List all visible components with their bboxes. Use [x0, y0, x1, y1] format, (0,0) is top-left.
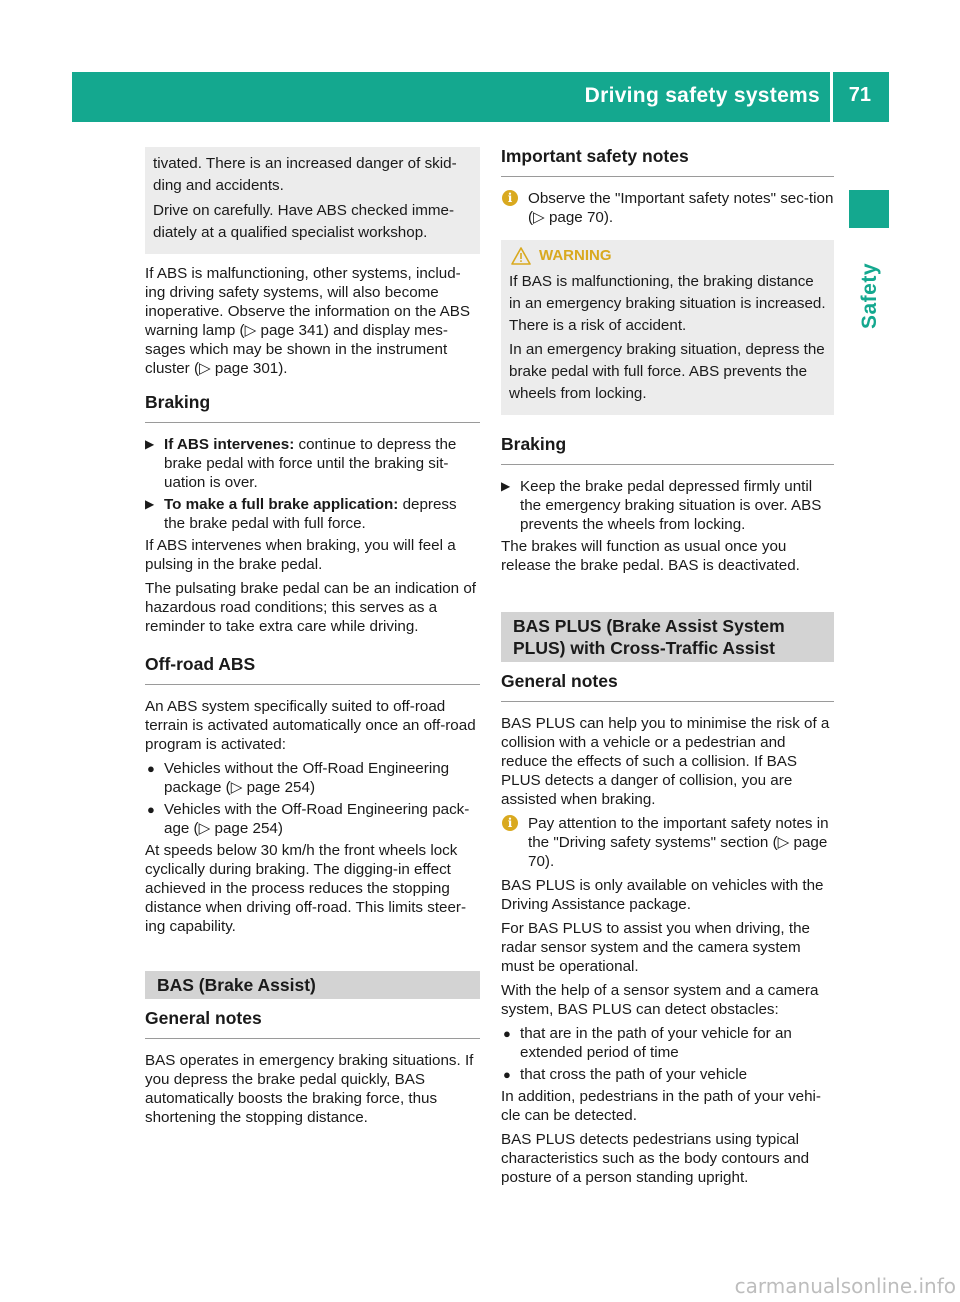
step-arrow-icon: ▶	[145, 437, 155, 451]
page-header	[72, 72, 889, 122]
section-heading: Off-road ABS	[145, 655, 480, 685]
step-item	[501, 477, 834, 534]
step-label: If ABS intervenes:	[164, 436, 295, 453]
step-text: depress the brake pedal with full force.	[164, 496, 457, 532]
paragraph: BAS PLUS is only available on vehicles with the Driving Assistance package.	[501, 877, 824, 913]
bullet-icon: ●	[503, 1026, 511, 1041]
side-tab-label: Safety	[858, 262, 881, 330]
step-label: To make a full brake application:	[164, 496, 399, 513]
bullet-icon: ●	[147, 802, 155, 817]
left-column	[145, 147, 480, 1132]
paragraph: If ABS intervenes when braking, you will feel a pulsing in the brake pedal.	[145, 537, 456, 573]
warning-box	[501, 240, 834, 415]
list-item	[145, 800, 480, 838]
list-item-text: Vehicles without the Off-Road Engineering package (▷ page 254)	[164, 760, 450, 796]
warning-header	[509, 246, 826, 265]
box-line: tivated. There is an increased danger of skid-ding and accidents.	[153, 155, 457, 194]
step-item	[145, 495, 480, 533]
paragraph: At speeds below 30 km/h the front wheels lock cyclically during braking. The digging-in effect achieved in the process reduces the stopping distance when driving off-road. This limits steer-ing capability.	[145, 842, 467, 935]
info-note	[501, 189, 834, 227]
paragraph: An ABS system specifically suited to off-road terrain is activated automatically once an off-road program is activated:	[145, 698, 476, 753]
paragraph: If ABS is malfunctioning, other systems, includ-ing driving safety systems, will also become inoperative. Observe the information on the ABS warning lamp (▷ page 341) and display mes-sages which may be shown in the instrument cluster (▷ page 301).	[145, 265, 471, 377]
info-text: Observe the "Important safety notes" sec-tion (▷ page 70).	[528, 190, 834, 226]
list-item	[501, 1065, 834, 1084]
section-marker	[849, 190, 889, 228]
list-item-text: that are in the path of your vehicle for an extended period of time	[520, 1025, 792, 1061]
section-band: BAS (Brake Assist)	[145, 971, 480, 999]
warning-triangle-icon	[511, 247, 531, 265]
list-item-text: that cross the path of your vehicle	[520, 1066, 748, 1083]
paragraph: With the help of a sensor system and a camera system, BAS PLUS can detect obstacles:	[501, 982, 819, 1018]
paragraph: BAS operates in emergency braking situations. If you depress the brake pedal quickly, BAS automatically boosts the braking force, thus shortening the stopping distance.	[145, 1052, 474, 1126]
paragraph: BAS PLUS can help you to minimise the risk of a collision with a vehicle or a pedestrian and reduce the effects of such a collision. If BAS PLUS detects a danger of collision, you are assisted when braking.	[501, 715, 830, 808]
warning-label: WARNING	[539, 247, 612, 264]
watermark[interactable]: carmanualsonline.info	[734, 1274, 956, 1298]
paragraph: In addition, pedestrians in the path of your vehi-cle can be detected.	[501, 1088, 821, 1124]
list-item	[501, 1024, 834, 1062]
step-text: Keep the brake pedal depressed firmly until the emergency braking situation is over. ABS prevents the wheels from locking.	[520, 478, 822, 533]
step-arrow-icon: ▶	[145, 497, 155, 511]
step-arrow-icon: ▶	[501, 479, 511, 493]
info-icon: i	[502, 815, 518, 831]
paragraph: The brakes will function as usual once you release the brake pedal. BAS is deactivated.	[501, 538, 800, 574]
right-column	[501, 147, 834, 1192]
section-heading: General notes	[145, 1009, 480, 1039]
section-heading: Braking	[501, 435, 834, 465]
step-item	[145, 435, 480, 492]
step-text: continue to depress the brake pedal with force until the braking sit-uation is over.	[164, 436, 457, 491]
side-tab	[846, 246, 894, 346]
list-item	[145, 759, 480, 797]
header-divider	[830, 72, 833, 122]
bullet-icon: ●	[503, 1067, 511, 1082]
section-band: BAS PLUS (Brake Assist System PLUS) with Cross-Traffic Assist	[501, 612, 834, 662]
paragraph: For BAS PLUS to assist you when driving, the radar sensor system and the camera system must be operational.	[501, 920, 810, 975]
section-heading: General notes	[501, 672, 834, 702]
page-number: 71	[848, 84, 871, 106]
info-note	[501, 814, 834, 871]
section-heading: Important safety notes	[501, 147, 834, 177]
paragraph: The pulsating brake pedal can be an indication of hazardous road conditions; this serves as a reminder to take extra care while driving.	[145, 580, 476, 635]
warning-text: In an emergency braking situation, depress the brake pedal with full force. ABS prevents the wheels from locking.	[509, 341, 825, 402]
continued-warning-box	[145, 147, 480, 254]
list-item-text: Vehicles with the Off-Road Engineering pack-age (▷ page 254)	[164, 801, 470, 837]
warning-text: If BAS is malfunctioning, the braking distance in an emergency braking situation is increased. There is a risk of accident.	[509, 273, 826, 334]
section-heading: Braking	[145, 393, 480, 423]
box-line: Drive on carefully. Have ABS checked imme-diately at a qualified specialist workshop.	[153, 202, 455, 241]
bullet-icon: ●	[147, 761, 155, 776]
header-title: Driving safety systems	[584, 84, 820, 107]
info-text: Pay attention to the important safety notes in the "Driving safety systems" section (▷ page 70).	[528, 815, 829, 870]
paragraph: BAS PLUS detects pedestrians using typical characteristics such as the body contours and posture of a person standing upright.	[501, 1131, 810, 1186]
info-icon: i	[502, 190, 518, 206]
